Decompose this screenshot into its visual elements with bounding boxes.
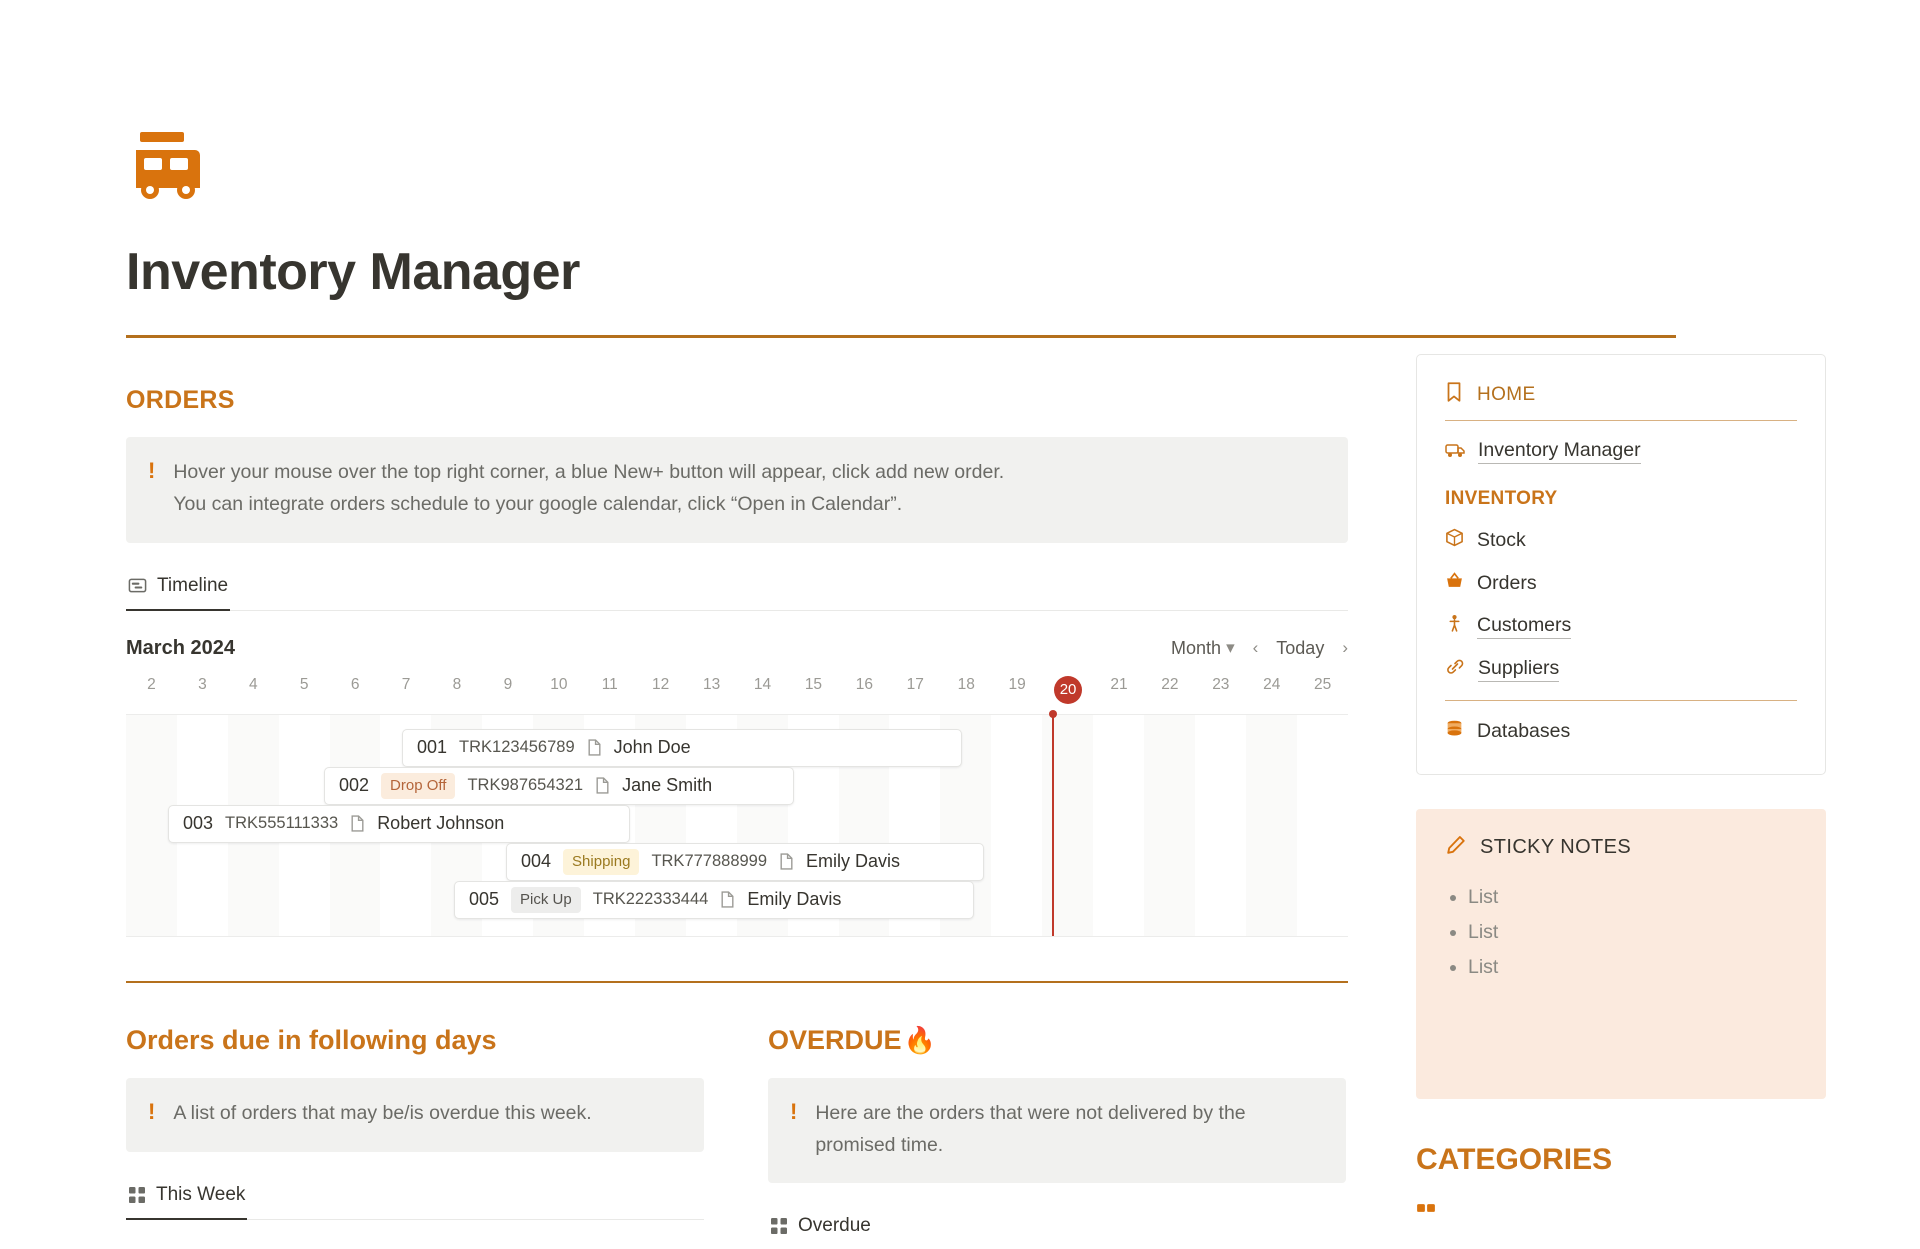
- timeline-bar-005[interactable]: [454, 881, 974, 919]
- orders-tabbar: [126, 569, 1348, 611]
- timeline-day[interactable]: 19: [1008, 675, 1026, 693]
- section-divider: [126, 981, 1348, 983]
- timeline-bar-004[interactable]: [506, 843, 984, 881]
- overdue-callout-text: [815, 1098, 1245, 1162]
- document-icon: [350, 815, 365, 832]
- overdue-section: [768, 1025, 1346, 1249]
- due-callout-text: A list of orders that may be/is overdue this week.: [173, 1101, 592, 1124]
- orders-callout-text: [173, 457, 1004, 521]
- orders-callout-line2: You can integrate orders schedule to your google calendar, click “Open in Calendar”.: [173, 492, 903, 515]
- list-item[interactable]: • List: [1468, 886, 1796, 909]
- exclamation-icon: !: [790, 1098, 798, 1124]
- document-icon: [720, 891, 735, 908]
- timeline-day[interactable]: 7: [401, 675, 411, 693]
- timeline-day[interactable]: 21: [1110, 675, 1128, 693]
- sidebar-item-stock[interactable]: [1445, 528, 1797, 553]
- sidebar-item-customers[interactable]: [1445, 614, 1797, 639]
- sidebar-nav-card: [1416, 354, 1826, 775]
- order-id: 004: [521, 851, 552, 872]
- basket-icon: [1445, 571, 1464, 596]
- order-customer: Emily Davis: [747, 889, 842, 910]
- due-tabbar: [126, 1178, 704, 1220]
- orders-section-title: ORDERS: [126, 386, 235, 415]
- orders-callout: [126, 437, 1348, 543]
- order-customer: Robert Johnson: [377, 813, 505, 834]
- due-section: [126, 1025, 704, 1249]
- sticky-notes-title: STICKY NOTES: [1480, 836, 1632, 858]
- overdue-section-title: OVERDUE: [768, 1024, 902, 1055]
- sidebar-inventory-label: INVENTORY: [1445, 488, 1558, 509]
- timeline-day[interactable]: 24: [1263, 675, 1281, 693]
- timeline-day[interactable]: 17: [906, 675, 924, 693]
- sidebar-item-label: Databases: [1477, 720, 1571, 742]
- sidebar-home-label: HOME: [1477, 383, 1536, 405]
- main-column: [126, 0, 1356, 1248]
- sidebar-item-orders[interactable]: [1445, 571, 1797, 596]
- timeline-day[interactable]: 22: [1161, 675, 1179, 693]
- exclamation-icon: !: [148, 1098, 156, 1124]
- pencil-icon: [1446, 835, 1466, 860]
- order-id: 003: [183, 813, 214, 834]
- prev-period-button[interactable]: ‹: [1252, 638, 1259, 658]
- timeline-bar-003[interactable]: [168, 805, 630, 843]
- overdue-callout-line1: Here are the orders that were not delivered by the: [815, 1101, 1246, 1124]
- sidebar-item-inventory-manager[interactable]: [1445, 439, 1797, 464]
- timeline-grid[interactable]: [126, 715, 1348, 937]
- timeline-day-today[interactable]: [1043, 676, 1094, 704]
- tab-this-week[interactable]: [126, 1178, 247, 1220]
- timeline-day[interactable]: 15: [804, 675, 823, 693]
- sticky-notes-card: [1416, 809, 1826, 1099]
- tab-overdue-label: Overdue: [798, 1215, 871, 1237]
- timeline-day[interactable]: 16: [855, 675, 873, 693]
- sidebar-item-label: Inventory Manager: [1478, 439, 1641, 464]
- gallery-icon: [770, 1217, 788, 1235]
- timeline-today-button[interactable]: Today: [1276, 637, 1325, 658]
- order-id: 005: [469, 889, 500, 910]
- fire-icon: 🔥: [903, 1024, 936, 1055]
- box-icon: [1445, 528, 1464, 553]
- truck-icon: [126, 128, 212, 202]
- order-customer: Jane Smith: [622, 775, 713, 796]
- overdue-tabbar: [768, 1209, 1346, 1248]
- order-id: 002: [339, 775, 370, 796]
- sidebar-item-suppliers[interactable]: [1445, 657, 1797, 682]
- timeline-day[interactable]: 2: [147, 675, 156, 693]
- overdue-title-row: [768, 1025, 1346, 1056]
- tab-this-week-label: This Week: [156, 1183, 246, 1205]
- link-icon: [1445, 657, 1465, 682]
- timeline-today-dot: [1049, 710, 1057, 718]
- timeline-day[interactable]: 18: [957, 675, 975, 693]
- categories-icon: [1416, 1203, 1826, 1228]
- timeline-day[interactable]: 9: [503, 675, 513, 693]
- sticky-notes-list: [1446, 886, 1796, 979]
- timeline-day[interactable]: 12: [652, 675, 670, 693]
- sticky-notes-header: [1446, 835, 1796, 860]
- order-customer: John Doe: [613, 737, 691, 758]
- page-title: Inventory Manager: [126, 243, 580, 301]
- due-section-title: Orders due in following days: [126, 1024, 497, 1055]
- timeline-day[interactable]: 5: [299, 675, 309, 693]
- exclamation-icon: !: [148, 458, 156, 484]
- database-icon: [1445, 719, 1464, 744]
- gallery-icon: [128, 1186, 146, 1204]
- sidebar-item-label: Stock: [1477, 529, 1526, 551]
- person-icon: [1445, 614, 1464, 639]
- timeline-bar-002[interactable]: [324, 767, 794, 805]
- timeline-month-label: March 2024: [126, 636, 235, 659]
- order-tracking: TRK123456789: [459, 738, 575, 757]
- sidebar-divider: [1445, 700, 1797, 701]
- timeline-header: [126, 637, 1348, 660]
- timeline-day-header: [126, 676, 1348, 715]
- status-badge: Pick Up: [511, 887, 581, 914]
- timeline-day[interactable]: 23: [1212, 675, 1230, 693]
- timeline-day[interactable]: 4: [248, 675, 258, 693]
- tab-overdue[interactable]: [768, 1209, 873, 1249]
- order-tracking: TRK777888999: [651, 852, 768, 871]
- list-item[interactable]: • List: [1468, 921, 1796, 944]
- sidebar-item-databases[interactable]: [1445, 719, 1797, 744]
- timeline-day[interactable]: 13: [702, 675, 721, 693]
- orders-callout-line1: Hover your mouse over the top right corner, a blue New+ button will appear, click add new order.: [173, 461, 1005, 484]
- page-content: [126, 0, 1826, 1248]
- overdue-callout: [768, 1078, 1346, 1184]
- timeline-day[interactable]: 3: [198, 675, 207, 693]
- timeline-day-label: 20: [1054, 676, 1082, 704]
- due-callout: [126, 1078, 704, 1152]
- tab-timeline[interactable]: [126, 569, 230, 611]
- order-tracking: TRK555111333: [225, 814, 339, 833]
- sidebar-item-label: Customers: [1477, 614, 1571, 639]
- next-period-button[interactable]: ›: [1342, 638, 1348, 658]
- overdue-callout-line2: promised time.: [815, 1133, 944, 1156]
- sidebar-home-header: [1445, 381, 1797, 421]
- timeline-day[interactable]: 6: [350, 675, 360, 693]
- order-tracking: TRK987654321: [467, 776, 584, 795]
- timeline-day[interactable]: 11: [601, 675, 618, 693]
- categories-title: CATEGORIES: [1416, 1143, 1613, 1176]
- timeline-zoom-select[interactable]: [1171, 638, 1235, 659]
- lower-sections: [126, 1025, 1356, 1249]
- timeline-day[interactable]: 14: [753, 675, 772, 693]
- sidebar-item-label: Orders: [1477, 572, 1537, 594]
- timeline-zoom-label: Month: [1171, 637, 1222, 658]
- timeline-icon: [128, 576, 147, 595]
- timeline-today-marker: [1052, 715, 1054, 936]
- status-badge: Shipping: [563, 849, 639, 876]
- document-icon: [587, 739, 602, 756]
- document-icon: [595, 777, 610, 794]
- timeline-bar-001[interactable]: [402, 729, 962, 767]
- order-customer: Emily Davis: [806, 851, 901, 872]
- bookmark-icon: [1445, 381, 1463, 408]
- timeline-controls: [1171, 638, 1348, 659]
- order-id: 001: [417, 737, 448, 758]
- timeline-day[interactable]: 8: [452, 675, 462, 693]
- list-item[interactable]: • List: [1468, 956, 1796, 979]
- tab-timeline-label: Timeline: [157, 574, 229, 596]
- timeline-day[interactable]: 25: [1314, 675, 1332, 693]
- order-tracking: TRK222333444: [592, 890, 709, 909]
- document-icon: [779, 853, 794, 870]
- status-badge: Drop Off: [381, 773, 455, 800]
- sidebar-item-label: Suppliers: [1478, 657, 1559, 682]
- sidebar: [1416, 0, 1826, 1248]
- chevron-down-icon: ▾: [1226, 638, 1235, 658]
- timeline-day[interactable]: 10: [550, 675, 568, 693]
- truck-small-icon: [1445, 440, 1465, 464]
